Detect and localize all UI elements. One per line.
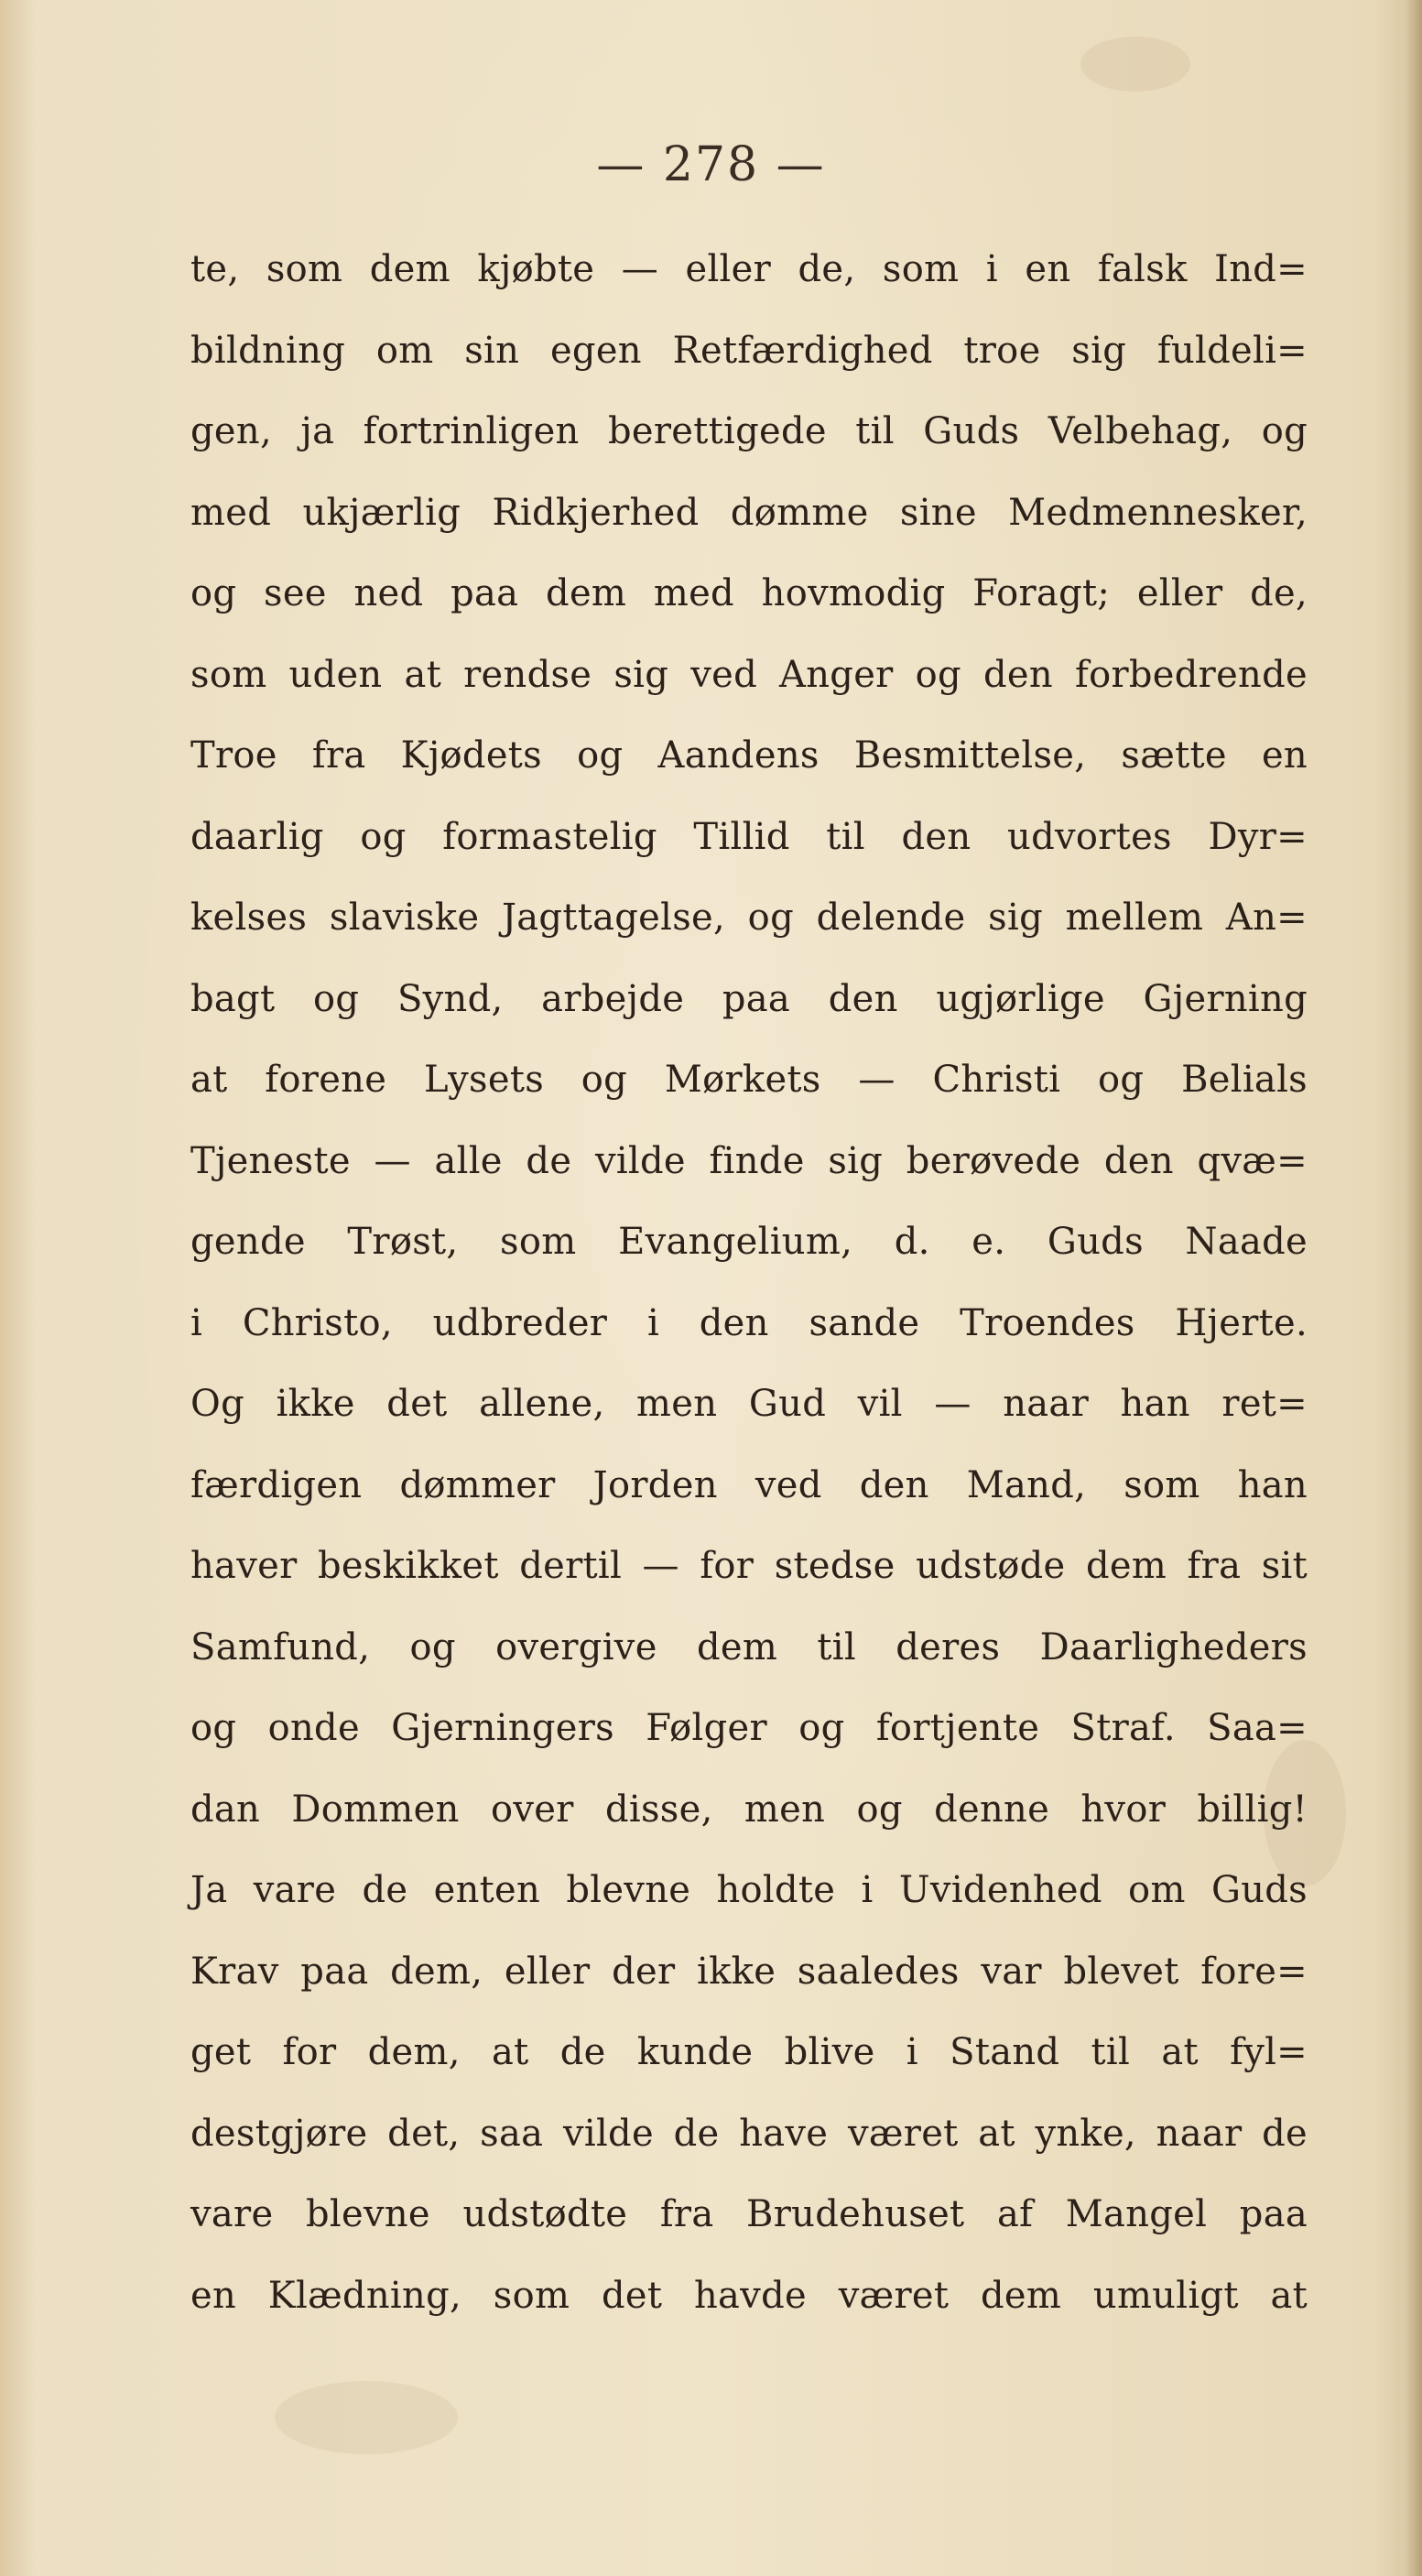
text-line: Troe fra Kjødets og Aandens Besmittelse, sætte en [190,734,1308,777]
text-line: gende Trøst, som Evangelium, d. e. Guds Naade [190,1221,1308,1263]
page-number: — 278 — [596,137,826,192]
text-line: at forene Lysets og Mørkets — Christi og Belials [190,1059,1308,1101]
text-line: get for dem, at de kunde blive i Stand til at fyl= [190,2031,1308,2073]
text-line: destgjøre det, saa vilde de have været at ynke, naar de [190,2112,1308,2155]
text-line: kelses slaviske Jagttagelse, og delende sig mellem An= [190,897,1308,939]
text-line: daarlig og formastelig Tillid til den udvortes Dyr= [190,815,1308,858]
text-line: i Christo, udbreder i den sande Troendes Hjerte. [190,1301,1308,1344]
text-line: te, som dem kjøbte — eller de, som i en falsk Ind= [190,248,1308,290]
body-text [190,229,1308,2336]
text-line: en Klædning, som det havde været dem umuligt at [190,2274,1308,2317]
text-line: med ukjærlig Ridkjerhed dømme sine Medmennesker, [190,491,1308,534]
text-line: vare blevne udstødte fra Brudehuset af Mangel paa [190,2193,1308,2235]
paper-stain [1080,37,1190,92]
text-line: og onde Gjerningers Følger og fortjente Straf. Saa= [190,1707,1308,1749]
text-line: gen, ja fortrinligen berettigede til Guds Velbehag, og [190,410,1308,452]
text-line: Tjeneste — alle de vilde finde sig berøvede den qvæ= [190,1139,1308,1182]
text-line: Og ikke det allene, men Gud vil — naar han ret= [190,1383,1308,1425]
text-line: og see ned paa dem med hovmodig Foragt; eller de, [190,572,1308,614]
text-line: haver beskikket dertil — for stedse udstøde dem fra sit [190,1545,1308,1587]
text-line: Ja vare de enten blevne holdte i Uvidenhed om Guds [190,1869,1308,1911]
text-line: bagt og Synd, arbejde paa den ugjørlige Gjerning [190,977,1308,1020]
text-line: Samfund, og overgive dem til deres Daarligheders [190,1625,1308,1668]
paper-stain [275,2381,458,2454]
text-line: færdigen dømmer Jorden ved den Mand, som han [190,1463,1308,1506]
text-line: bildning om sin egen Retfærdighed troe sig fuldeli= [190,329,1308,372]
text-line: som uden at rendse sig ved Anger og den forbedrende [190,653,1308,696]
text-line: Krav paa dem, eller der ikke saaledes var blevet fore= [190,1950,1308,1993]
text-line: dan Dommen over disse, men og denne hvor billig! [190,1788,1308,1831]
